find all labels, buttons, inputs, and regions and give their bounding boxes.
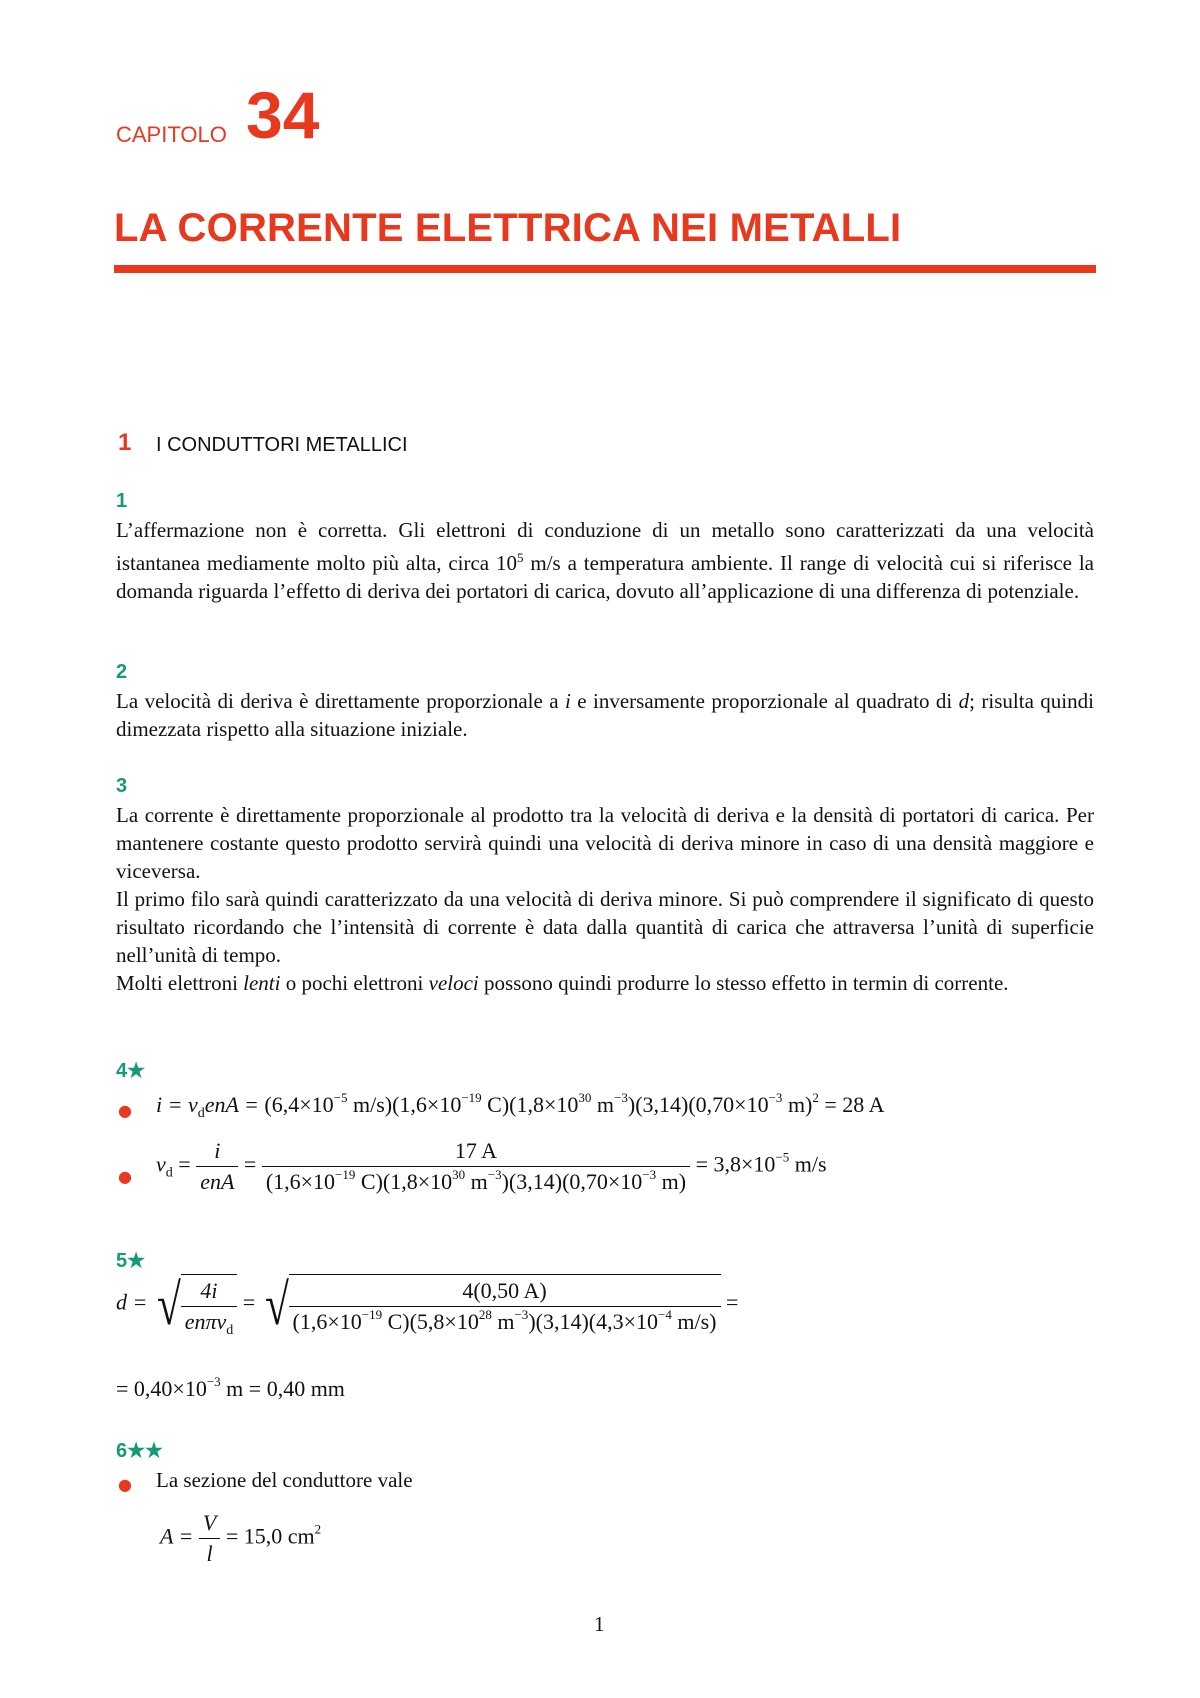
eq1-term-c-unit-exp: −3 <box>614 1090 628 1105</box>
eq3-den-e: m/s) <box>671 1309 717 1334</box>
eq2-frac-num: i <box>214 1138 221 1163</box>
answer-1-text-a: L’affermazione non è corretta. Gli elettroni di conduzione di un metallo sono caratterizzati da una velocità istantanea mediamente molto più alta, circa 10 <box>116 518 1094 575</box>
eq2-result-unit: m/s <box>789 1151 827 1177</box>
eq1-result: = 28 A <box>818 1092 885 1117</box>
question-number-1: 1 <box>116 490 128 512</box>
answer-3 <box>116 801 1094 997</box>
eq1-term-a-unit: m/s)(1,6×10 <box>347 1092 462 1117</box>
difficulty-stars: ★ <box>127 1060 146 1082</box>
bullet-icon: ● <box>118 1101 132 1120</box>
chapter-label: CAPITOLO <box>116 122 227 147</box>
eq1-term-c-unit: m <box>591 1092 615 1117</box>
chapter-title: LA CORRENTE ELETTRICA NEI METALLI <box>114 206 902 250</box>
eq3-line2-exp: −3 <box>206 1374 221 1389</box>
chapter-number: 34 <box>246 78 320 152</box>
eq4-frac-num: V <box>202 1510 217 1535</box>
bullet-icon: ● <box>118 1167 132 1186</box>
section-number: 1 <box>118 429 132 456</box>
eq2-result: = 3,8×10 <box>695 1151 776 1177</box>
question-number-5 <box>116 1248 145 1273</box>
eq3-trail: = <box>726 1289 739 1315</box>
eq2-lhs-sub: d <box>165 1165 173 1181</box>
equation-section-area <box>160 1510 321 1567</box>
eq1-term-a-exp: −5 <box>333 1090 348 1105</box>
eq3-den-b-exp: 28 <box>478 1307 492 1322</box>
eq3-big-num: 4(0,50 A) <box>289 1278 721 1307</box>
answer-2-text-b: e inversamente proporzionale al quadrato di <box>570 689 959 713</box>
answer-3-para-3 <box>116 969 1094 997</box>
eq2-den-d: )(3,14)(0,70×10 <box>501 1169 643 1194</box>
equation-diameter-result <box>116 1376 345 1402</box>
eq2-big-num: 17 A <box>262 1138 690 1167</box>
eq3-den-c: m <box>491 1309 515 1334</box>
eq1-term-d-unit: m) <box>782 1092 813 1117</box>
question-number-3: 3 <box>116 775 128 797</box>
equation-current <box>156 1090 885 1121</box>
eq2-den-c-exp: −3 <box>487 1167 502 1182</box>
answer-3-para-1: La corrente è direttamente proporzionale al prodotto tra la velocità di deriva e la densità di portatori di carica. Per mantenere costante questo prodotto servirà quindi una velocità di deriva minore in caso di una densità maggiore e viceversa. <box>116 803 1094 883</box>
equation-diameter: d = √ $\frac{4i}{en\pi v_d}$ = √ $\frac{4(0,50 A)}{(1,6\times 10^{-19} C)(5,8\times 10^{28} m^{-3})(3,14)(4,3\times 10^{-4} m/s)}$ = <box>116 1271 739 1338</box>
eq2-den-e: m) <box>656 1169 687 1194</box>
answer-3-text-c: possono quindi produrre lo stesso effetto in termin di corrente. <box>478 971 1009 995</box>
question-number-2: 2 <box>116 661 128 683</box>
eq2-equals: = <box>172 1151 197 1177</box>
answer-3-text-a: Molti elettroni <box>116 971 244 995</box>
answer-2-text-c: ; risulta quindi dimezzata rispetto alla situazione iniziale. <box>116 689 1094 741</box>
eq2-den-a-exp: −19 <box>335 1167 356 1182</box>
eq3-line2-a: = 0,40×10 <box>116 1376 207 1401</box>
eq1-term-d: )(3,14)(0,70×10 <box>627 1092 769 1117</box>
eq4-lhs: A = <box>160 1523 194 1549</box>
bullet-icon: ● <box>118 1475 132 1494</box>
eq3-den-a-exp: −19 <box>361 1307 383 1322</box>
eq3-inner-den-sub: d <box>226 1323 234 1338</box>
eq2-den-d-exp: −3 <box>642 1167 657 1182</box>
eq1-term-b-unit: C)(1,8×10 <box>481 1092 579 1117</box>
answer-2 <box>116 687 1094 743</box>
eq1-square: 2 <box>812 1090 819 1105</box>
eq3-den-d-exp: −4 <box>658 1307 672 1322</box>
difficulty-stars: ★★ <box>127 1440 163 1462</box>
eq3-lhs: d = <box>116 1289 148 1315</box>
eq2-den-b: C)(1,8×10 <box>355 1169 453 1194</box>
eq4-fraction <box>199 1510 220 1567</box>
answer-6-text: La sezione del conduttore vale <box>156 1468 413 1492</box>
question-number-4 <box>116 1058 145 1083</box>
eq1-lhs: i = v <box>156 1092 198 1117</box>
eq2-symbolic-fraction <box>196 1138 238 1195</box>
eq1-term-c-exp: 30 <box>578 1090 592 1105</box>
difficulty-stars: ★ <box>127 1250 146 1272</box>
eq3-den-a: (1,6×10 <box>292 1309 362 1334</box>
title-rule <box>114 265 1096 273</box>
question-number-6 <box>116 1438 163 1463</box>
eq2-lhs: v <box>156 1151 166 1177</box>
equation-drift-velocity: $v_d$ = $\frac{i}{\text{enA}}$ = $\frac{17 A}{(1,6\times 10^{-19} C)(1,8\times 10^{30} m^{-3})(3,14)(0,70\times 10^{-3} m)}$ = $3,8\times 10^{-5}$ m/s <box>156 1138 827 1194</box>
sqrt-small: √ $\frac{4i}{en\pi v_d}$ <box>153 1274 237 1335</box>
eq2-result-exp: −5 <box>775 1149 790 1165</box>
eq2-den-a: (1,6×10 <box>265 1169 336 1194</box>
answer-1-text-b: m/s a temperatura ambiente. Il range di velocità cui si riferisce la domanda riguarda l’effetto di deriva dei portatori di carica, dovuto all’applicazione di una differenza di potenziale. <box>116 551 1094 603</box>
section-title: I CONDUTTORI METALLICI <box>156 434 408 456</box>
eq1-term-d-exp: −3 <box>768 1090 783 1105</box>
eq3-den-c-exp: −3 <box>514 1307 529 1322</box>
eq4-result-exp: 2 <box>314 1521 322 1537</box>
answer-2-text-a: La velocità di deriva è direttamente proporzionale a <box>116 689 565 713</box>
eq3-den-b: C)(5,8×10 <box>382 1309 479 1334</box>
eq2-numeric-fraction <box>262 1138 690 1195</box>
q6-number: 6 <box>116 1440 128 1462</box>
word-veloci: veloci <box>428 971 479 995</box>
answer-3-para-2: Il primo filo sarà quindi caratterizzato da una velocità di deriva minore. Si può comprendere il significato di questo risultato ricordando che l’intensità di corrente è data dalla quantità di carica che attraversa l’unità di superficie nell’unità di tempo. <box>116 887 1094 967</box>
word-lenti: lenti <box>243 971 281 995</box>
eq4-frac-den: l <box>206 1541 213 1566</box>
eq2-den-c: m <box>465 1169 488 1194</box>
q5-number: 5 <box>116 1250 128 1272</box>
eq1-term-b-exp: −19 <box>461 1090 482 1105</box>
eq4-result: = 15,0 cm <box>225 1523 315 1549</box>
eq2-den-b-exp: 30 <box>452 1167 466 1182</box>
eq1-term-a: (6,4×10 <box>264 1092 334 1117</box>
eq2-frac-den: enA <box>200 1169 235 1194</box>
var-d: d <box>958 689 970 713</box>
sqrt-large: √ $\frac{4(0,50 A)}{(1,6\times 10^{-19} C)(5,8\times 10^{28} m^{-3})(3,14)(4,3\times 10^{-4} m/s)}$ <box>261 1274 721 1335</box>
eq1-lhs-rest: enA = <box>204 1092 259 1117</box>
eq3-inner-num: 4i <box>200 1278 218 1303</box>
answer-1 <box>116 516 1094 605</box>
eq1-lhs-sub: d <box>197 1106 205 1121</box>
eq3-line2-b: m = 0,40 mm <box>220 1376 345 1401</box>
answer-1-exponent: 5 <box>517 550 524 565</box>
var-i: i <box>565 689 571 713</box>
answer-3-text-b: o pochi elettroni <box>280 971 429 995</box>
eq3-inner-den: enπv <box>184 1309 227 1334</box>
eq3-den-d: )(3,14)(4,3×10 <box>528 1309 659 1334</box>
page-number: 1 <box>594 1612 605 1636</box>
q4-number: 4 <box>116 1060 128 1082</box>
